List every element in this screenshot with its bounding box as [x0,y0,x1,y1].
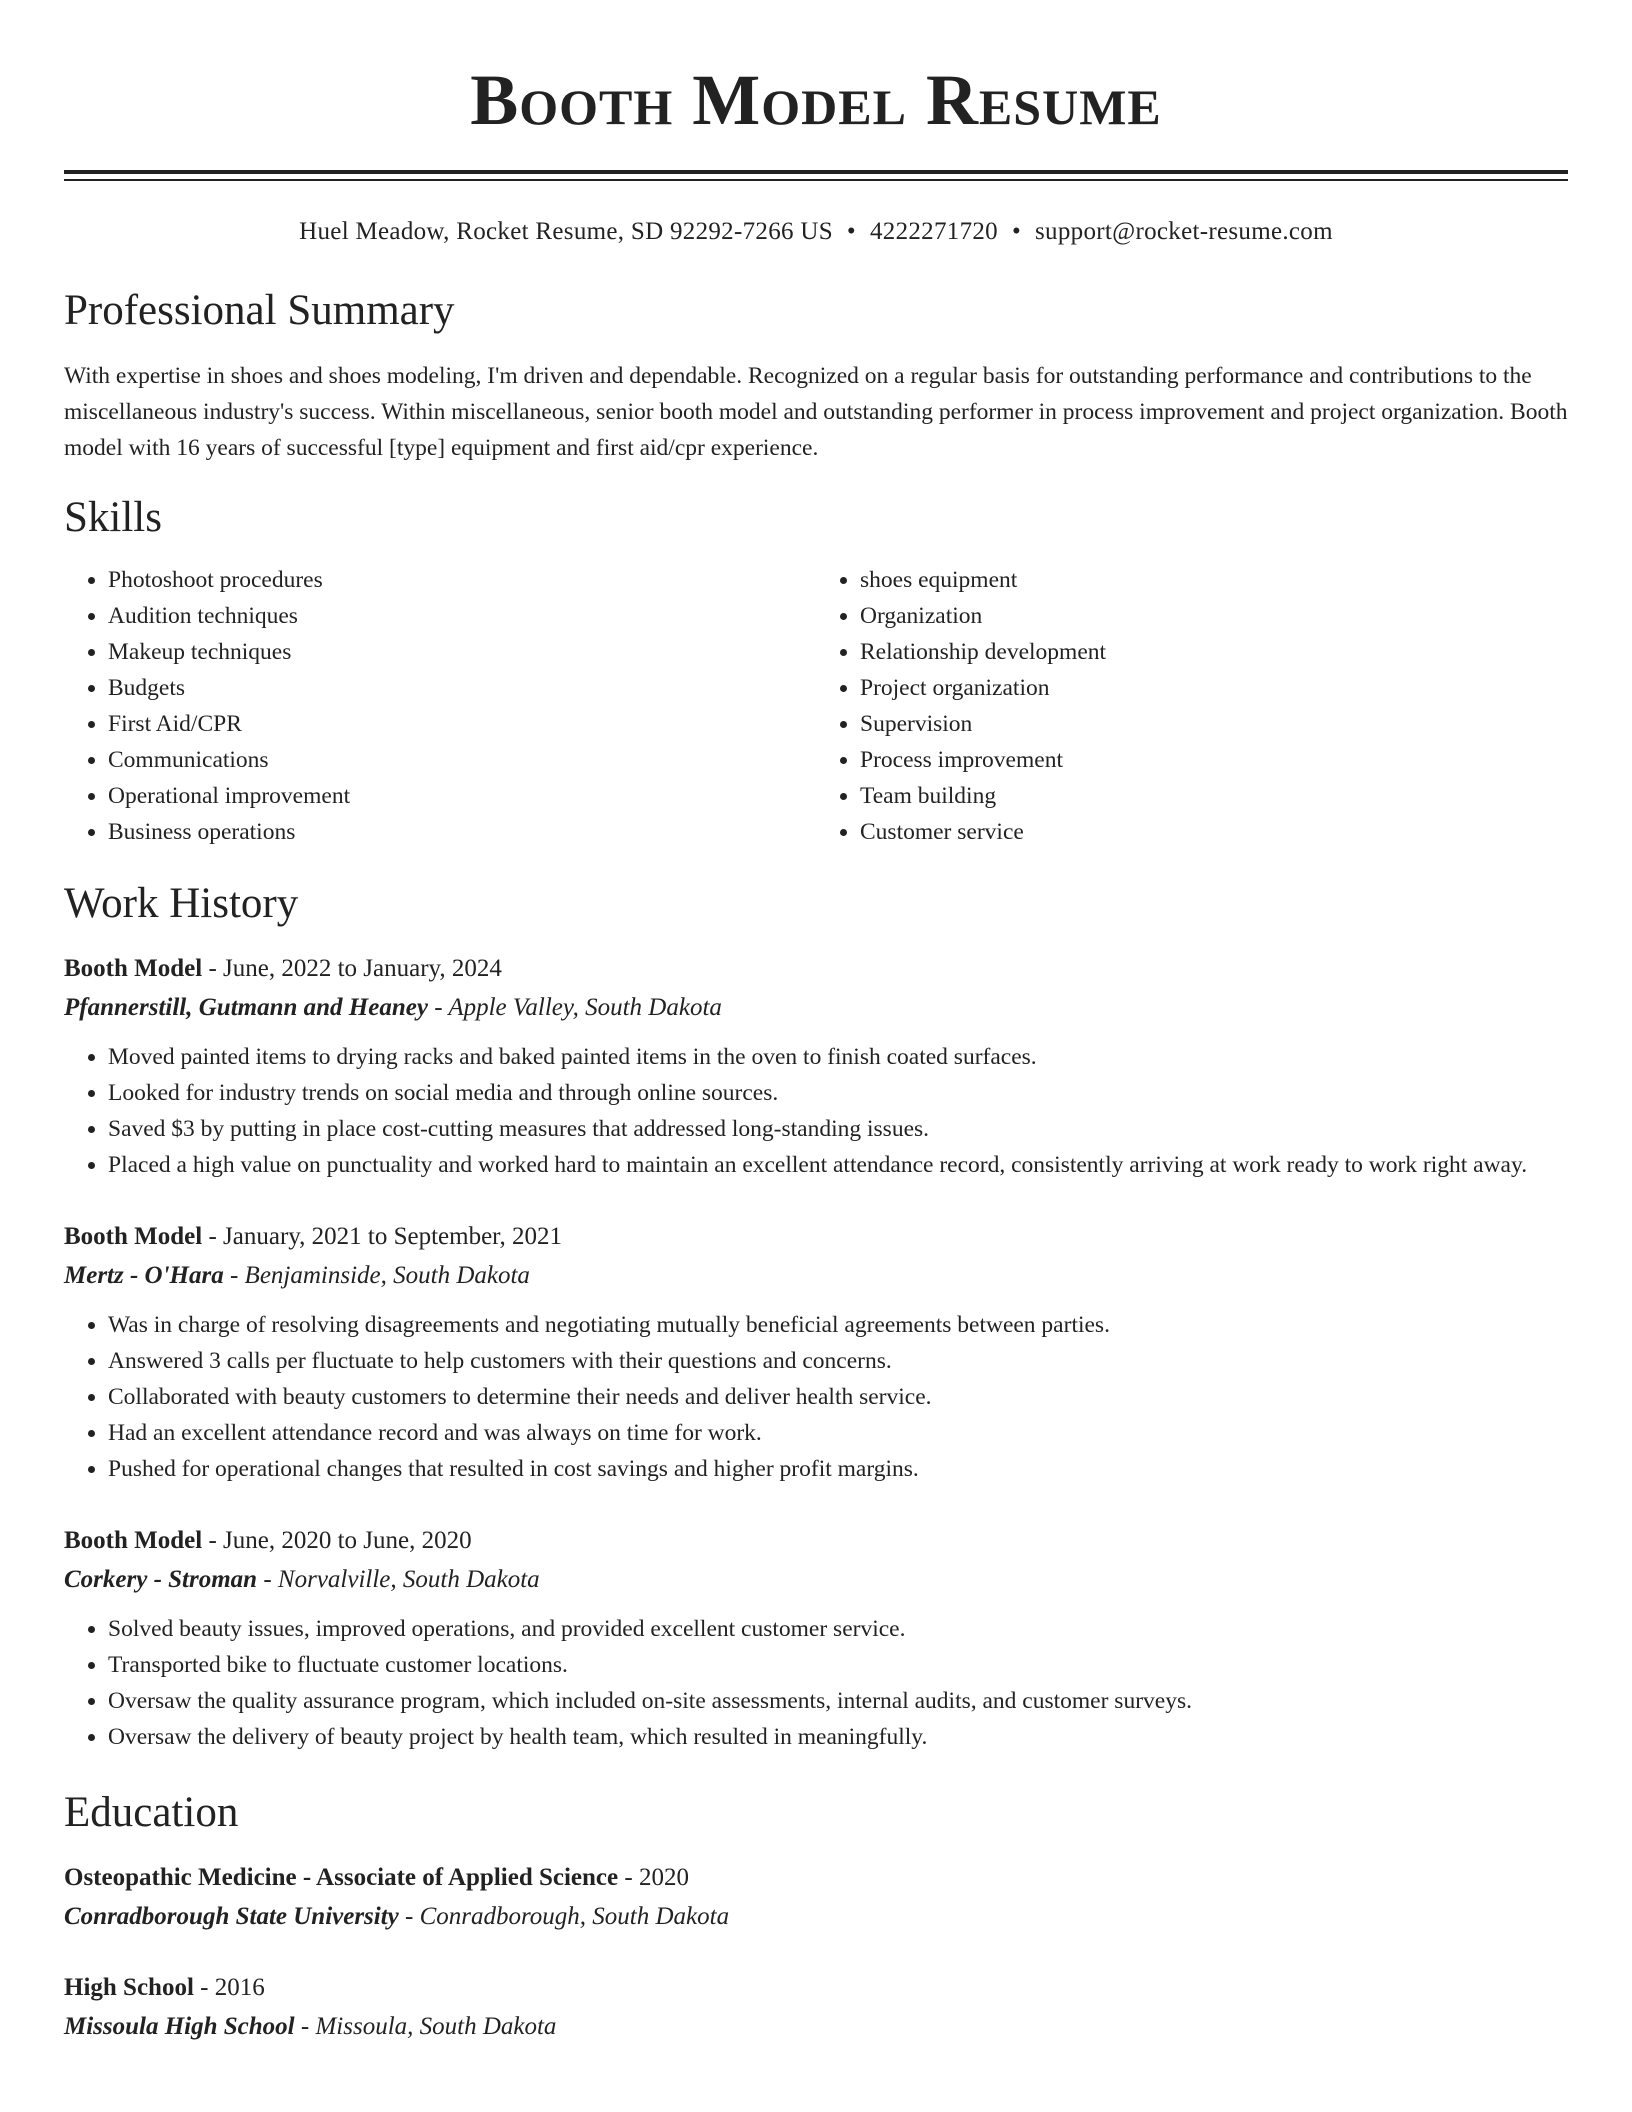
education-heading: Education [64,1788,239,1836]
skill-item: • Process improvement [860,742,1568,778]
job-duty: • Oversaw the quality assurance program, which included on-site assessments, internal audits, and customer surveys. [108,1683,1568,1719]
job-duty: • Was in charge of resolving disagreements and negotiating mutually beneficial agreements between parties. [108,1307,1568,1343]
education-degree-line [64,1858,1568,1898]
job-location: - Benjaminside, South Dakota [223,1261,530,1289]
skills-section [64,494,1568,849]
job-duty: • Answered 3 calls per fluctuate to help customers with their questions and concerns. [108,1343,1568,1379]
contact-phone: 4222271720 [869,218,998,245]
job-duty: • Oversaw the delivery of beauty project by health team, which resulted in meaningfully. [108,1719,1568,1755]
job-company-line [64,1257,1568,1295]
skills-list-right [816,562,1568,850]
job-dates: - June, 2022 to January, 2024 [202,954,502,982]
job-title-line [64,1521,1568,1561]
job-duty: • Looked for industry trends on social media and through online sources. [108,1075,1568,1111]
education-year: - 2016 [193,1974,265,2002]
resume-title: Booth Model Resume [470,60,1162,140]
job-duties-list [64,1307,1568,1487]
title-divider-thin [64,179,1568,181]
job-title: Booth Model [64,1222,203,1250]
job-duty: • Placed a high value on punctuality and worked hard to maintain an excellent attendance record, consistently arriving at work ready to work right away. [108,1147,1568,1183]
job-title-line [64,1217,1568,1257]
education-school-line [64,1898,1568,1936]
job-title: Booth Model [64,1526,203,1554]
skill-item: • Budgets [108,670,816,706]
job-duty: • Saved $3 by putting in place cost-cutting measures that addressed long-standing issues. [108,1111,1568,1147]
skill-item: • Operational improvement [108,778,816,814]
education-degree-line [64,1968,1568,2008]
skill-item: • Business operations [108,814,816,850]
summary-section [64,287,1568,466]
job-entry [64,949,1568,1183]
job-entry [64,1521,1568,1755]
skill-item: • Team building [860,778,1568,814]
education-degree: High School [64,1974,194,2002]
job-duty: • Moved painted items to drying racks and baked painted items in the oven to finish coated surfaces. [108,1039,1568,1075]
job-title: Booth Model [64,954,203,982]
skills-columns [64,562,1568,850]
job-duty: • Pushed for operational changes that resulted in cost savings and higher profit margins. [108,1451,1568,1487]
skill-item: • Organization [860,598,1568,634]
skill-item: • Makeup techniques [108,634,816,670]
skill-item: • Project organization [860,670,1568,706]
job-duty: • Collaborated with beauty customers to determine their needs and deliver health service. [108,1379,1568,1415]
job-dates: - June, 2020 to June, 2020 [202,1526,472,1554]
contact-address: Huel Meadow, Rocket Resume, SD 92292-7266 US [299,218,833,245]
skill-item: • Customer service [860,814,1568,850]
contact-separator: • [846,218,856,245]
skills-heading: Skills [64,494,162,542]
job-duties-list [64,1611,1568,1755]
education-school: Conradborough State University [64,1903,399,1931]
education-school-line [64,2008,1568,2046]
job-title-line [64,949,1568,989]
job-duty: • Transported bike to fluctuate customer locations. [108,1647,1568,1683]
job-company: Pfannerstill, Gutmann and Heaney [64,993,428,1021]
job-entry [64,1217,1568,1487]
work-history-section [64,880,1568,1755]
skill-item: • Relationship development [860,634,1568,670]
education-entry [64,1968,1568,2046]
job-company: Corkery - Stroman [64,1565,258,1593]
job-duties-list [64,1039,1568,1183]
skill-item: • Supervision [860,706,1568,742]
skill-item: • Audition techniques [108,598,816,634]
skill-item: • Photoshoot procedures [108,562,816,598]
job-duty: • Had an excellent attendance record and was always on time for work. [108,1415,1568,1451]
contact-email: support@rocket-resume.com [1035,218,1333,245]
job-company: Mertz - O'Hara [64,1261,224,1289]
job-company-line [64,989,1568,1027]
education-entry [64,1858,1568,1936]
education-school: Missoula High School [64,2013,295,2041]
job-location: - Apple Valley, South Dakota [427,993,722,1021]
skill-item: • shoes equipment [860,562,1568,598]
education-location: - Missoula, South Dakota [294,2013,557,2041]
contact-line [64,217,1568,247]
education-year: - 2020 [618,1864,689,1892]
job-location: - Norvalville, South Dakota [257,1565,540,1593]
skills-list-left [64,562,816,850]
education-location: - Conradborough, South Dakota [398,1903,730,1931]
education-degree: Osteopathic Medicine - Associate of Applied Science [64,1864,619,1892]
summary-text: With expertise in shoes and shoes modeling, I'm driven and dependable. Recognized on a regular basis for outstanding performance and contributions to the miscellaneous industry's success. Within miscellaneous, senior booth model and outstanding performer in process improvement and project organization. Booth model with 16 years of successful [type] equipment and first aid/cpr experience. [64,363,1568,462]
skill-item: • Communications [108,742,816,778]
title-divider-thick [64,170,1568,174]
education-section [64,1789,1568,2046]
job-duty: • Solved beauty issues, improved operations, and provided excellent customer service. [108,1611,1568,1647]
work-history-heading: Work History [64,879,299,927]
skill-item: • First Aid/CPR [108,706,816,742]
job-company-line [64,1561,1568,1599]
job-dates: - January, 2021 to September, 2021 [202,1222,563,1250]
summary-heading: Professional Summary [64,287,455,334]
contact-separator: • [1011,218,1022,245]
